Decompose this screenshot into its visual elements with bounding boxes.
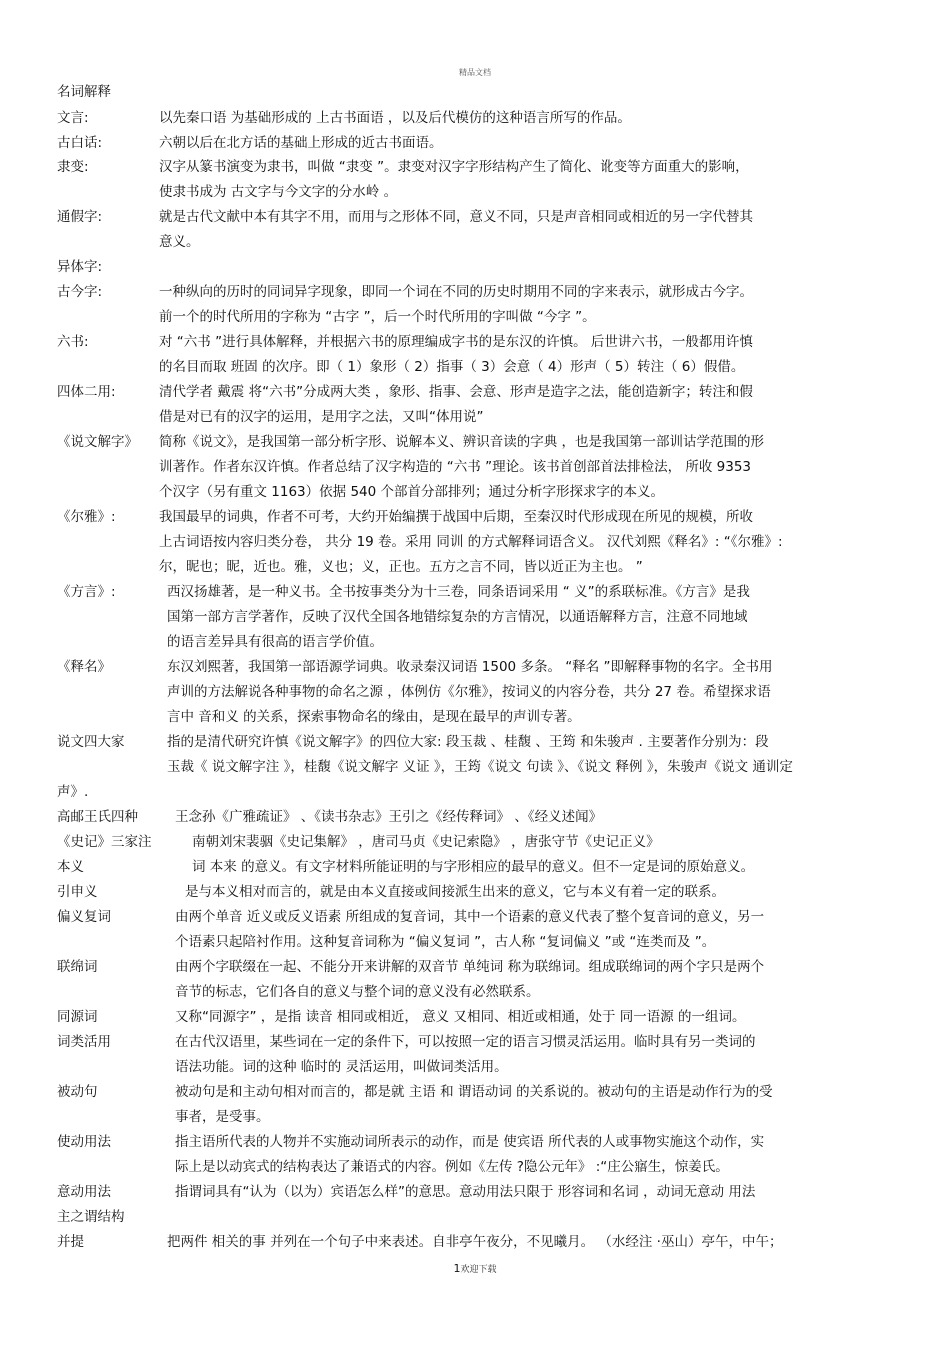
entry-definition-line: 事者，是受事。 xyxy=(175,1109,270,1125)
entry-definition-line: 声训的方法解说各种事物的命名之源 ，体例仿《尔雅》，按词义的内容分卷，共分 27 卷。希望探求语 xyxy=(167,684,771,700)
entry-definition-line: 指主语所代表的人物并不实施动词所表示的动作，而是 使宾语 所代表的人或事物实施这个动作，实 xyxy=(175,1134,765,1150)
entry-definition-line: 尔，昵也；昵，近也。雅，义也；义，正也。五方之言不同，皆以近正为主也。 ” xyxy=(159,559,643,575)
entry-definition-line: 玉裁《 说文解字注 》，桂馥《说文解字 义证 》，王筠《说文 句读 》、《说文 释例 》，朱骏声《说文 通训定 xyxy=(167,759,793,775)
entry-term: 通假字: xyxy=(57,209,103,225)
entry-definition-line: 由两个字联缀在一起、不能分开来讲解的双音节 单纯词 称为联绵词。组成联绵词的两个字只是两个 xyxy=(175,959,765,975)
entry-definition-line: 汉字从篆书演变为隶书，叫做 “隶变 ”。隶变对汉字字形结构产生了简化、讹变等方面重大的影响， xyxy=(159,159,749,175)
entry-term: 隶变: xyxy=(57,159,89,175)
entry-term: 异体字: xyxy=(57,259,103,275)
entry-definition-line: 词 本来 的意义。有文字材料所能证明的与字形相应的最早的意义。但不一定是词的原始意义。 xyxy=(192,859,755,875)
entry-term: 联绵词 xyxy=(57,959,98,975)
entry-definition-line: 国第一部方言学著作，反映了汉代全国各地错综复杂的方言情况，以通语解释方言，注意不同地域 xyxy=(167,609,748,625)
entry-term: 《尔雅》: xyxy=(57,509,116,525)
entry-definition-line: 个汉字（另有重文 1163）依据 540 个部首分部排列；通过分析字形探求字的本义。 xyxy=(159,484,664,500)
entry-term: 高邮王氏四种 xyxy=(57,809,138,825)
entry-definition-line: 的名目而取 班固 的次序。即（ 1）象形（ 2）指事（ 3）会意（ 4）形声（ 5）转注（ 6）假借。 xyxy=(159,359,745,375)
entry-term: 四体二用: xyxy=(57,384,116,400)
entry-definition-line: 的语言差异具有很高的语言学价值。 xyxy=(167,634,383,650)
section-heading: 名词解释 xyxy=(57,84,111,100)
entry-term: 词类活用 xyxy=(57,1034,111,1050)
entry-definition-line: 语法功能。词的这种 临时的 灵活运用，叫做词类活用。 xyxy=(175,1059,508,1075)
entry-definition-line: 言中 音和义 的关系，探索事物命名的缘由，是现在最早的声训专著。 xyxy=(167,709,581,725)
entry-definition-line: 对 “六书 ”进行具体解释，并根据六书的原理编成字书的是东汉的许慎。 后世讲六书，一般都用许慎 xyxy=(159,334,753,350)
entry-definition-line: 被动句是和主动句相对而言的，都是就 主语 和 谓语动词 的关系说的。被动句的主语是动作行为的受 xyxy=(175,1084,773,1100)
entry-term: 古白话: xyxy=(57,135,103,151)
entry-term: 并提 xyxy=(57,1234,84,1250)
entry-definition-line: 指谓词具有“认为（以为）宾语怎么样”的意思。意动用法只限于 形容词和名词 ，动词无意动 用法 xyxy=(175,1184,756,1200)
entry-definition-line: 音节的标志，它们各自的意义与整个词的意义没有必然联系。 xyxy=(175,984,540,1000)
entry-term: 引申义 xyxy=(57,884,98,900)
entry-term: 使动用法 xyxy=(57,1134,111,1150)
entry-definition-line: 把两件 相关的事 并列在一个句子中来表述。自非亭午夜分，不见曦月。 （水经注 ·巫山）亭午，中午； xyxy=(167,1234,783,1250)
entry-term: 说文四大家 xyxy=(57,734,125,750)
entry-term: 意动用法 xyxy=(57,1184,111,1200)
entry-definition-line: 我国最早的词典，作者不可考，大约开始编撰于战国中后期，至秦汉时代形成现在所见的规模，所收 xyxy=(159,509,753,525)
entry-term: 《释名》 xyxy=(57,659,111,675)
entry-term: 文言: xyxy=(57,110,89,126)
entry-definition-line: 际上是以动宾式的结构表达了兼语式的内容。例如《左传 ?隐公元年》 :“庄公寤生，惊姜氏。 xyxy=(175,1159,729,1175)
entry-definition-line: 训著作。作者东汉许慎。作者总结了汉字构造的 “六书 ”理论。该书首创部首法排检法， 所收 9353 xyxy=(159,459,752,475)
entry-definition-line: 王念孙《广雅疏证》 、《读书杂志》王引之《经传释词》 、《经义述闻》 xyxy=(175,809,603,825)
entry-definition-line: 在古代汉语里，某些词在一定的条件下，可以按照一定的语言习惯灵活运用。临时具有另一类词的 xyxy=(175,1034,756,1050)
entry-definition-line: 一种纵向的历时的同词异字现象，即同一个词在不同的历史时期用不同的字来表示，就形成古今字。 xyxy=(159,284,753,300)
entry-definition-line: 又称“同源字” ，是指 读音 相同或相近， 意义 又相同、相近或相通，处于 同一语源 的一组词。 xyxy=(175,1009,746,1025)
entry-definition-line: 简称《说文》，是我国第一部分析字形、说解本义、辨识音读的字典 ，也是我国第一部训诂学范围的形 xyxy=(159,434,765,450)
entry-term: 同源词 xyxy=(57,1009,98,1025)
entry-definition-line: 以先秦口语 为基础形成的 上古书面语 ，以及后代模仿的这种语言所写的作品。 xyxy=(159,110,631,126)
entry-term: 《说文解字》 xyxy=(57,434,138,450)
entry-definition-line: 六朝以后在北方话的基础上形成的近古书面语。 xyxy=(159,135,443,151)
entry-definition-line: 是与本义相对而言的，就是由本义直接或间接派生出来的意义，它与本义有着一定的联系。 xyxy=(185,884,725,900)
entry-definition-line: 上古词语按内容归类分卷， 共分 19 卷。采用 同训 的方式解释词语含义。 汉代刘熙《释名》: “《尔雅》: xyxy=(159,534,783,550)
entry-definition-line: 清代学者 戴震 将“六书”分成两大类 ，象形、指事、会意、形声是造字之法，能创造新字；转注和假 xyxy=(159,384,753,400)
continuation-line: 声》. xyxy=(57,784,89,800)
page-header: 精品文档 xyxy=(459,68,491,77)
entry-definition-line: 指的是清代研究许慎《说文解字》的四位大家: 段玉裁 、桂馥 、王筠 和朱骏声 . 主要著作分别为：段 xyxy=(167,734,769,750)
entry-definition-line: 南朝刘宋裴骃《史记集解》 ，唐司马贞《史记索隐》 ，唐张守节《史记正义》 xyxy=(192,834,660,850)
entry-definition-line: 使隶书成为 古文字与今文字的分水岭 。 xyxy=(159,184,398,200)
entry-definition-line: 东汉刘熙著，我国第一部语源学词典。收录秦汉词语 1500 多条。 “释名 ”即解释事物的名字。全书用 xyxy=(167,659,773,675)
entry-definition-line: 意义。 xyxy=(159,234,200,250)
page-number: 1 xyxy=(453,1262,461,1275)
entry-definition-line: 西汉扬雄著，是一种义书。全书按事类分为十三卷，同条语词采用 “ 义”的系联标准。《方言》是我 xyxy=(167,584,750,600)
entry-term: 本义 xyxy=(57,859,84,875)
entry-definition-line: 由两个单音 近义或反义语素 所组成的复音词，其中一个语素的意义代表了整个复音词的意义，另一 xyxy=(175,909,765,925)
entry-definition-line: 借是对已有的汉字的运用，是用字之法，又叫“体用说” xyxy=(159,409,484,425)
entry-term: 《方言》: xyxy=(57,584,116,600)
entry-term: 《史记》三家注 xyxy=(57,834,152,850)
entry-term: 古今字: xyxy=(57,284,103,300)
trailing-line: 主之谓结构 xyxy=(57,1209,125,1225)
entry-definition-line: 就是古代文献中本有其字不用，而用与之形体不同，意义不同，只是声音相同或相近的另一字代替其 xyxy=(159,209,753,225)
entry-term: 偏义复词 xyxy=(57,909,111,925)
entry-definition-line: 前一个的时代所用的字称为 “古字 ”，后一个时代所用的字叫做 “今字 ”。 xyxy=(159,309,596,325)
footer-text: 欢迎下载 xyxy=(460,1265,497,1275)
entry-term: 被动句 xyxy=(57,1084,98,1100)
entry-definition-line: 个语素只起陪衬作用。这种复音词称为 “偏义复词 ”，古人称 “复词偏义 ”或 “连类而及 ”。 xyxy=(175,934,716,950)
entry-term: 六书: xyxy=(57,334,89,350)
page-footer xyxy=(0,1262,950,1275)
